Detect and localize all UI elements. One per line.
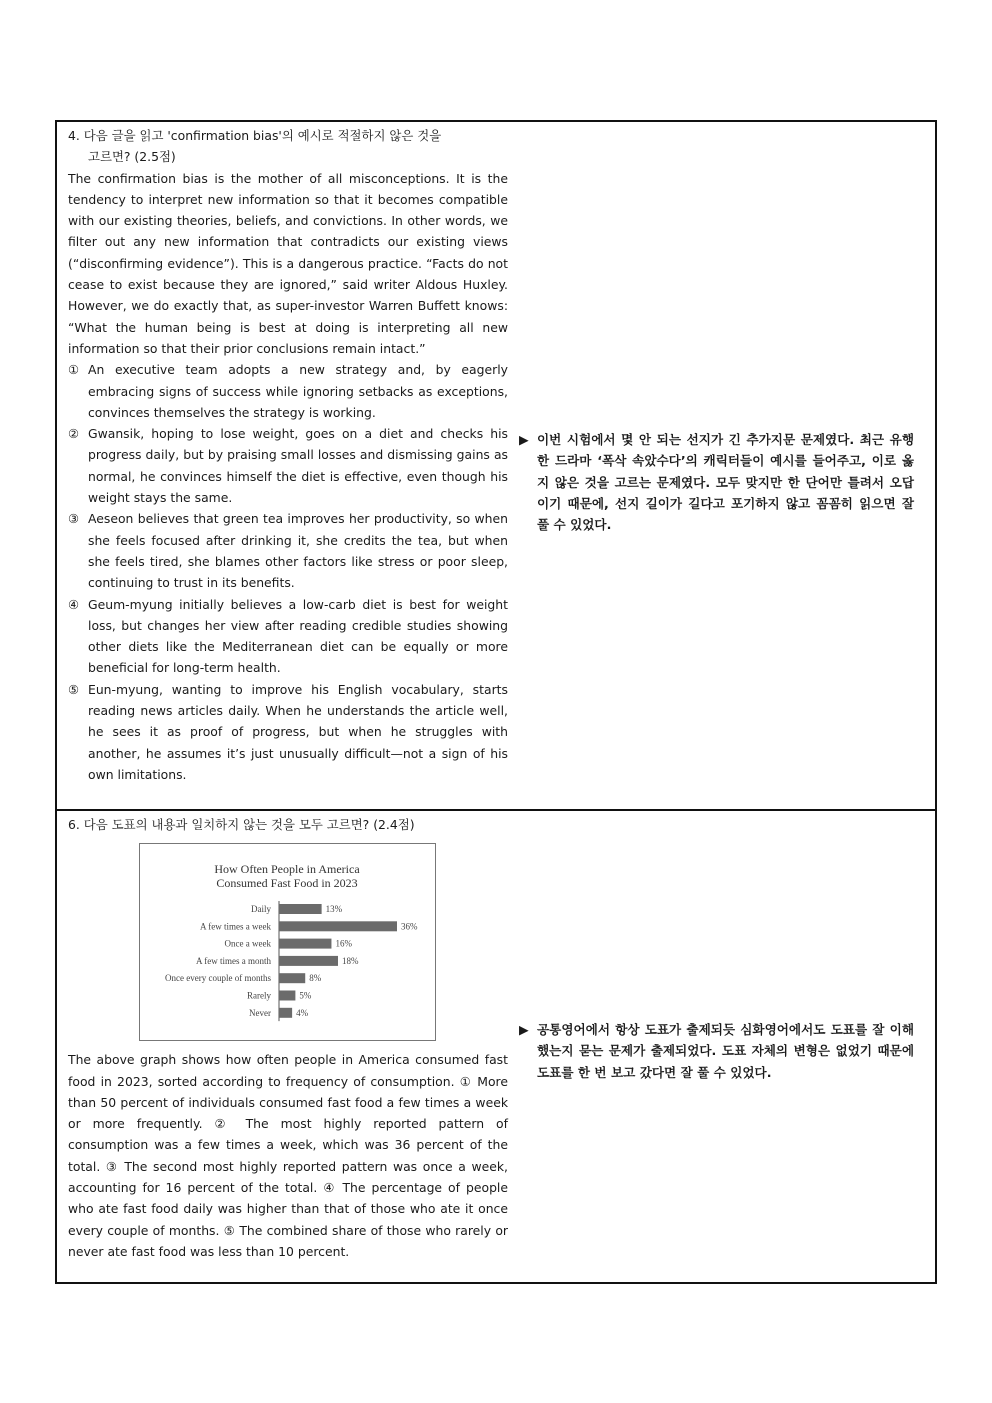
question-4-choices xyxy=(68,359,508,785)
chart-value-label: 5% xyxy=(299,990,312,1001)
chart-title-line: Consumed Fast Food in 2023 xyxy=(216,876,358,891)
question-6-content xyxy=(68,814,508,1262)
chart-bar xyxy=(279,973,305,983)
chart-value-label: 36% xyxy=(401,921,418,932)
chart-category-label: Daily xyxy=(251,904,271,915)
choice-1 xyxy=(68,359,508,423)
question-6-title: 6. 다음 도표의 내용과 일치하지 않는 것을 모두 고르면? (2.4점) xyxy=(68,817,415,832)
chart-bar xyxy=(279,939,331,949)
choice-3 xyxy=(68,508,508,593)
arrow-bullet-icon: ▶ xyxy=(519,432,529,447)
chart-bar xyxy=(279,922,397,932)
choice-number: ⑤ xyxy=(68,681,80,697)
question-4-title-line2: 고르면? (2.5점) xyxy=(88,149,176,165)
choice-text: An executive team adopts a new strategy and, by eagerly embracing signs of success while ignoring setbacks as exceptions, convinces themselves the strategy is working. xyxy=(88,362,508,420)
question-6-commentary xyxy=(519,1019,914,1083)
question-4-title-line1: 4. 다음 글을 읽고 'confirmation bias'의 예시로 적절하지 않은 것을 xyxy=(68,128,442,143)
chart-category-label: A few times a week xyxy=(200,921,271,932)
choice-4 xyxy=(68,594,508,679)
chart-value-label: 16% xyxy=(335,938,352,949)
choice-text: Eun-myung, wanting to improve his English vocabulary, starts reading news articles daily. When he understands the article well, he sees it as proof of progress, but when he struggles with another, he assumes it’s just unusually difficult—not a sign of his own limitations. xyxy=(88,681,508,782)
choice-5 xyxy=(68,679,508,785)
chart-bar xyxy=(279,956,338,966)
question-4-title xyxy=(68,125,508,168)
question-4-content xyxy=(68,125,508,785)
question-6-comment-text: 공통영어에서 항상 도표가 출제되듯 심화영어에서도 도표를 잘 이해했는지 묻는 문제가 출제되었다. 도표 자체의 변형은 없었기 때문에 도표를 한 번 보고 갔다면 잘 풀 수 있었다. xyxy=(537,1022,914,1080)
question-4-row xyxy=(57,122,935,809)
choice-text: Aeseon believes that green tea improves her productivity, so when she feels focused after drinking it, she credits the tea, but when she feels tired, she blames other factors like stress or poor sleep, continuing to trust in its benefits. xyxy=(88,511,508,591)
arrow-bullet-icon: ▶ xyxy=(519,1022,529,1037)
chart-category-label: Once every couple of months xyxy=(165,973,271,984)
chart-value-label: 18% xyxy=(342,956,359,967)
chart-category-label: Once a week xyxy=(224,938,271,949)
question-4-commentary xyxy=(519,429,914,535)
chart-bar xyxy=(279,1008,292,1018)
chart-category-label: Rarely xyxy=(247,990,271,1001)
chart-category-label: A few times a month xyxy=(196,956,271,967)
chart-category-label: Never xyxy=(249,1008,271,1019)
question-4-comment-text: 이번 시험에서 몇 안 되는 선지가 긴 추가지문 문제였다. 최근 유행한 드라마 ‘폭삭 속았수다’의 캐릭터들이 예시를 들어주고, 이로 옳지 않은 것을 고르는 문제였다. 모두 맞지만 한 단어만 틀려서 오답이기 때문에, 선지 길이가 길다고 포기하지 않고 꼼꼼히 읽으면 잘 풀 수 있었다. xyxy=(537,432,914,533)
fast-food-chart xyxy=(139,843,436,1041)
choice-number: ④ xyxy=(68,596,80,612)
choice-text: Gwansik, hoping to lose weight, goes on a diet and checks his progress daily, but by praising small losses and dismissing gains as normal, he convinces himself the diet is effective, even though his weight stays the same. xyxy=(88,426,508,506)
question-4-passage: The confirmation bias is the mother of all misconceptions. It is the tendency to interpret new information so that it becomes compatible with our existing theories, beliefs, and convictions. In other words, we filter out any new information that contradicts our existing views (“disconfirming evidence”). This is a dangerous practice. “Facts do not cease to exist because they are ignored,” said writer Aldous Huxley. However, we do exactly that, as super-investor Warren Buffett knows: “What the human being is best at doing is interpreting all new information so that their prior conclusions remain intact.” xyxy=(68,170,508,356)
chart-title-line: How Often People in America xyxy=(214,862,360,877)
choice-2 xyxy=(68,423,508,508)
question-6-description: The above graph shows how often people in America consumed fast food in 2023, sorted according to frequency of consumption. ① More than 50 percent of individuals consumed fast food a few times a week or more frequently. ② The most highly reported pattern of consumption was a few times a week, which was 36 percent of the total. ③ The second most highly reported pattern was once a week, accounting for 16 percent of the total. ④ The percentage of people who ate fast food daily was higher than that of those who ate it once every couple of months. ⑤ The combined share of those who rarely or never ate fast food was less than 10 percent. xyxy=(68,1052,508,1259)
chart-value-label: 4% xyxy=(296,1008,309,1019)
choice-number: ① xyxy=(68,362,80,378)
worksheet-table xyxy=(55,120,937,1284)
chart-value-label: 13% xyxy=(325,904,343,915)
question-6-row xyxy=(57,811,935,1282)
choice-number: ② xyxy=(68,426,80,442)
chart-bar xyxy=(279,991,295,1001)
choice-number: ③ xyxy=(68,511,80,527)
chart-value-label: 8% xyxy=(309,973,322,984)
chart-bar xyxy=(279,904,322,914)
choice-text: Geum-myung initially believes a low-carb diet is best for weight loss, but changes her view after reading credible studies showing other diets like the Mediterranean diet can be equally or more beneficial for long-term health. xyxy=(88,596,508,676)
fast-food-chart-svg xyxy=(140,844,435,1040)
